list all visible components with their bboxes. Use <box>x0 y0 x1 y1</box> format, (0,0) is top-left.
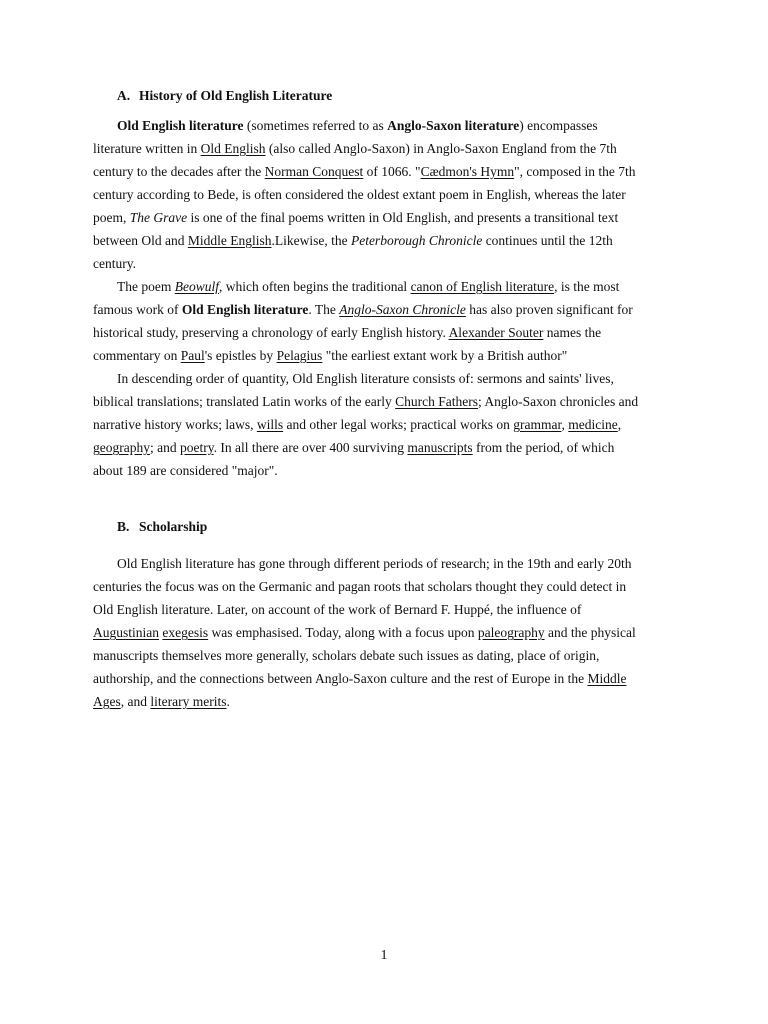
text-run: . The <box>308 302 340 317</box>
text-run: ", composed in the 7th <box>514 164 636 179</box>
text-line <box>93 644 675 667</box>
text-run: century according to Bede, is often considered the oldest extant poem in English, whereas the later <box>93 187 626 202</box>
hyperlink[interactable]: exegesis <box>162 625 209 640</box>
hyperlink[interactable]: literary merits <box>150 694 227 709</box>
text-run: Old English literature has gone through different periods of research; in the 19th and early 20th <box>117 556 632 571</box>
text-line <box>93 690 675 713</box>
hyperlink[interactable]: Norman Conquest <box>264 164 364 179</box>
section-b-title: Scholarship <box>139 519 208 534</box>
hyperlink[interactable]: Beowulf <box>174 279 219 294</box>
section-a-letter: A. <box>117 88 131 103</box>
text-line <box>93 183 675 206</box>
text-line <box>93 390 675 413</box>
text-line <box>93 459 675 482</box>
hyperlink[interactable]: Paul <box>180 348 205 363</box>
hyperlink[interactable]: Middle <box>587 671 627 686</box>
text-run: names the <box>543 325 602 340</box>
text-run: authorship, and the connections between Anglo-Saxon culture and the rest of Europe in the <box>93 671 588 686</box>
text-run: ) encompasses <box>519 118 598 133</box>
text-run: Old English literature. Later, on account of the work of Bernard F. Huppé, the influence of <box>93 602 582 617</box>
text-run: , is the most <box>554 279 620 294</box>
text-run: famous work of <box>93 302 182 317</box>
text-run: , <box>617 417 622 432</box>
text-run: ; Anglo-Saxon chronicles and <box>478 394 639 409</box>
text-line <box>93 436 675 459</box>
text-line <box>93 344 675 367</box>
section-a-title: History of Old English Literature <box>139 88 333 103</box>
text-line <box>93 160 675 183</box>
text-line <box>93 321 675 344</box>
text-run: Old English literature <box>117 118 244 133</box>
text-line <box>93 252 675 275</box>
section-a-heading <box>117 88 332 104</box>
section-b-heading <box>117 519 207 535</box>
text-run: Anglo-Saxon literature <box>387 118 520 133</box>
text-run: Old English literature <box>181 302 309 317</box>
text-run: century to the decades after the <box>93 164 265 179</box>
hyperlink[interactable]: medicine <box>568 417 618 432</box>
text-run: poem, <box>93 210 130 225</box>
text-line <box>93 552 675 575</box>
text-run: biblical translations; translated Latin works of the early <box>93 394 396 409</box>
text-run: , <box>561 417 569 432</box>
text-run: 's epistles by <box>204 348 277 363</box>
text-line <box>93 229 675 252</box>
text-run: commentary on <box>93 348 181 363</box>
hyperlink[interactable]: Alexander Souter <box>448 325 544 340</box>
hyperlink[interactable]: poetry <box>179 440 214 455</box>
text-run: .Likewise, the <box>271 233 351 248</box>
text-run: The poem <box>117 279 175 294</box>
text-line <box>93 575 675 598</box>
hyperlink[interactable]: Old English <box>200 141 266 156</box>
section-b-body <box>93 552 675 713</box>
text-line <box>93 413 675 436</box>
text-run: In descending order of quantity, Old English literature consists of: sermons and saints' lives, <box>117 371 614 386</box>
section-a-body <box>93 114 675 482</box>
page-number: 1 <box>380 948 388 963</box>
text-run: was emphasised. Today, along with a focus upon <box>208 625 478 640</box>
text-run: of 1066. " <box>363 164 421 179</box>
hyperlink[interactable]: manuscripts <box>407 440 473 455</box>
hyperlink[interactable]: wills <box>256 417 284 432</box>
text-run: is one of the final poems written in Old English, and presents a transitional text <box>187 210 619 225</box>
section-b-letter: B. <box>117 519 130 534</box>
text-run: , which often begins the traditional <box>218 279 411 294</box>
text-run: about 189 are considered "major". <box>93 463 278 478</box>
text-run: Peterborough Chronicle <box>350 233 483 248</box>
text-run: between Old and <box>93 233 188 248</box>
text-run: literature written in <box>93 141 201 156</box>
text-run: ; and <box>149 440 180 455</box>
text-run: from the period, of which <box>472 440 615 455</box>
text-run: "the earliest extant work by a British author" <box>322 348 568 363</box>
hyperlink[interactable]: Anglo-Saxon Chronicle <box>339 302 466 317</box>
text-run: manuscripts themselves more generally, scholars debate such issues as dating, place of origin, <box>93 648 600 663</box>
text-run: The Grave <box>129 210 188 225</box>
hyperlink[interactable]: Ages <box>93 694 121 709</box>
hyperlink[interactable]: Pelagius <box>276 348 323 363</box>
text-line <box>93 275 675 298</box>
text-run: historical study, preserving a chronology of early English history. <box>93 325 449 340</box>
text-run: and other legal works; practical works on <box>283 417 514 432</box>
hyperlink[interactable]: paleography <box>477 625 545 640</box>
text-run: continues until the 12th <box>482 233 613 248</box>
hyperlink[interactable]: Middle English <box>187 233 272 248</box>
text-line <box>93 367 675 390</box>
text-run: and the physical <box>544 625 636 640</box>
text-run: century. <box>93 256 136 271</box>
text-line <box>93 621 675 644</box>
text-run: . <box>226 694 230 709</box>
hyperlink[interactable]: geography <box>93 440 150 455</box>
text-line <box>93 598 675 621</box>
text-run: has also proven significant for <box>465 302 633 317</box>
text-run: narrative history works; laws, <box>93 417 257 432</box>
hyperlink[interactable]: Cædmon's Hymn <box>420 164 515 179</box>
text-run: centuries the focus was on the Germanic and pagan roots that scholars thought they could detect in <box>93 579 627 594</box>
text-line <box>93 114 675 137</box>
text-line <box>93 667 675 690</box>
hyperlink[interactable]: grammar <box>513 417 562 432</box>
text-run: , and <box>120 694 151 709</box>
hyperlink[interactable]: canon of English literature <box>410 279 555 294</box>
hyperlink[interactable]: Augustinian <box>93 625 159 640</box>
hyperlink[interactable]: Church Fathers <box>395 394 479 409</box>
text-line <box>93 206 675 229</box>
text-run: (sometimes referred to as <box>243 118 388 133</box>
text-line <box>93 298 675 321</box>
text-run: . In all there are over 400 surviving <box>213 440 408 455</box>
text-line <box>93 137 675 160</box>
text-run: (also called Anglo-Saxon) in Anglo-Saxon England from the 7th <box>265 141 617 156</box>
